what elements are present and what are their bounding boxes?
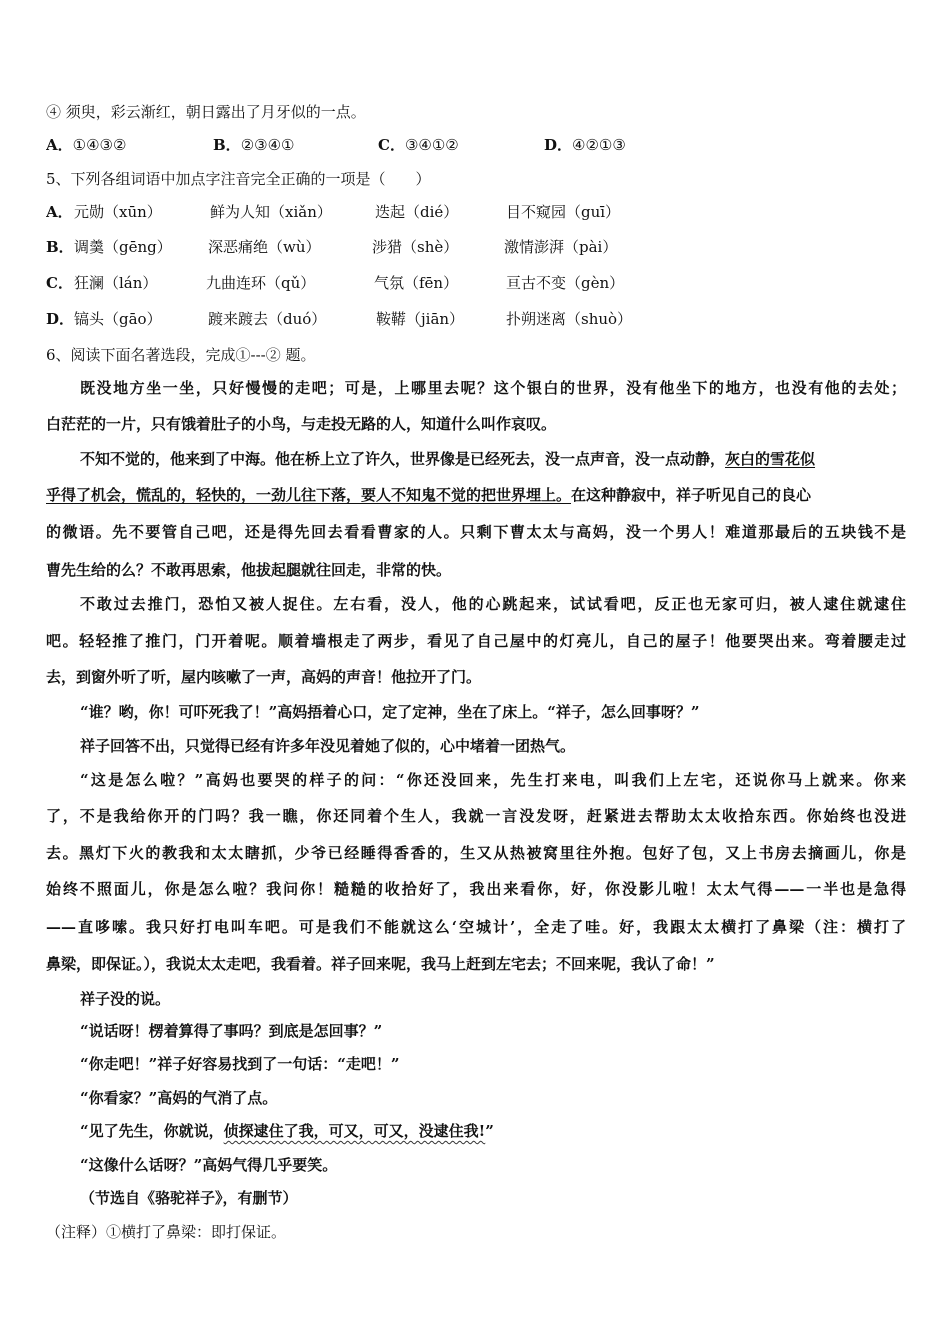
q4-option-b[interactable] — [213, 130, 294, 160]
q5-word: 迭起（dié） — [375, 203, 459, 221]
passage-line: ——直哆嗦。我只好打电叫车吧。可是我们不能就这么‘空城计’，全走了哇。好，我跟太太横打了鼻梁（注：横打了 — [46, 918, 906, 936]
q5-word: 狂澜（lán） — [74, 274, 158, 292]
option-letter: B． — [213, 136, 241, 154]
passage-line: 吧。轻轻推了推门，门开着呢。顺着墙根走了两步，看见了自己屋中的灯亮儿，自己的屋子！他要哭出来。弯着腰走过 — [46, 632, 906, 650]
passage-line: “说话呀！楞着算得了事吗？到底是怎回事？” — [80, 1022, 383, 1040]
passage-line: 曹先生给的么？不敢再思索，他拔起腿就往回走，非常的快。 — [46, 561, 452, 579]
q4-option-c[interactable] — [378, 130, 459, 160]
underlined-passage: 灰白的雪花似 — [725, 450, 816, 468]
passage-line: “这是怎么啦？”高妈也要哭的样子的问：“你还没回来，先生打来电，叫我们上左宅，还说你马上就来。你来 — [80, 771, 906, 789]
q6-stem: 6、阅读下面名著选段，完成①---② 题。 — [46, 346, 316, 364]
option-text: ④②①③ — [572, 136, 626, 154]
q5-word: 镐头（gāo） — [74, 310, 162, 328]
passage-line — [80, 444, 906, 474]
q5-option-d[interactable] — [46, 304, 906, 334]
passage-line: “你走吧！”祥子好容易找到了一句话：“走吧！” — [80, 1055, 400, 1073]
q5-word: 气氛（fēn） — [374, 274, 459, 292]
q5-word: 鲜为人知（xiǎn） — [210, 203, 332, 221]
underlined-passage: 乎得了机会，慌乱的，轻快的，一劲儿往下落，要人不知鬼不觉的把世界埋上。 — [46, 486, 572, 504]
passage-text: ” — [485, 1122, 494, 1140]
option-letter: C． — [378, 136, 405, 154]
passage-line: 不敢过去推门，恐怕又被人捉住。左右看，没人，他的心跳起来，试试看吧，反正也无家可归，被人逮住就逮住 — [80, 595, 906, 613]
passage-source: （节选自《骆驼祥子》，有删节） — [80, 1189, 298, 1207]
q5-word: 扑朔迷离（shuò） — [506, 310, 633, 328]
passage-line: 祥子没的说。 — [80, 990, 171, 1008]
passage-line: “谁？哟，你！可吓死我了！”高妈捂着心口，定了定神，坐在了床上。“祥子，怎么回事呀？” — [80, 703, 700, 721]
q5-word: 调羹（gēng） — [74, 238, 172, 256]
passage-line: 白茫茫的一片，只有饿着肚子的小鸟，与走投无路的人，知道什么叫作哀叹。 — [46, 415, 557, 433]
q5-option-c[interactable] — [46, 268, 906, 298]
passage-line: “你看家？”高妈的气消了点。 — [80, 1089, 278, 1107]
passage-line: 鼻梁，即保证。），我说太太走吧，我看着。祥子回来呢，我马上赶到左宅去；不回来呢，我认了命！” — [46, 955, 715, 973]
option-letter: A． — [46, 203, 73, 221]
q5-word: 深恶痛绝（wù） — [208, 238, 321, 256]
q4-option-d[interactable] — [544, 130, 626, 160]
passage-line — [46, 480, 906, 510]
option-text: ③④①② — [404, 136, 459, 154]
q4-option-a[interactable] — [46, 130, 126, 160]
passage-line: 去，到窗外听了听，屋内咳嗽了一声，高妈的声音！他拉开了门。 — [46, 668, 482, 686]
q5-word: 元勋（xūn） — [74, 203, 162, 221]
annotation-note: （注释）①横打了鼻梁：即打保证。 — [46, 1223, 287, 1241]
wavy-underlined-passage: 侦探逮住了我，可又，可又，没逮住我! — [223, 1122, 486, 1140]
q5-word: 鞍鞯（jiān） — [376, 310, 465, 328]
passage-line — [80, 1116, 906, 1146]
q5-word: 踱来踱去（duó） — [208, 310, 327, 328]
q5-stem: 5、下列各组词语中加点字注音完全正确的一项是（ ） — [46, 170, 431, 188]
q5-option-b[interactable] — [46, 232, 906, 262]
passage-text: 不知不觉的，他来到了中海。他在桥上立了许久，世界像是已经死去，没一点声音，没一点动静， — [80, 450, 726, 468]
passage-line: 的微语。先不要管自己吧，还是得先回去看看曹家的人。只剩下曹太太与高妈，没一个男人！难道那最后的五块钱不是 — [46, 523, 906, 541]
q5-word: 目不窥园（guī） — [506, 203, 621, 221]
option-letter: C． — [46, 274, 73, 292]
passage-line: 去。黑灯下火的教我和太太瞎抓，少爷已经睡得香香的，生又从热被窝里往外抱。包好了包，又上书房去摘画儿，你是 — [46, 844, 906, 862]
option-text: ②③④① — [240, 136, 295, 154]
passage-line: 始终不照面儿，你是怎么啦？我问你！糙糙的收拾好了，我出来看你，好，你没影儿啦！太太气得——一半也是急得 — [46, 880, 906, 898]
passage-text: “见了先生，你就说， — [80, 1122, 224, 1140]
passage-line: “这像什么话呀？”高妈气得几乎要笑。 — [80, 1156, 338, 1174]
passage-text: 在这种静寂中，祥子听见自己的良心 — [571, 486, 812, 504]
q5-word: 九曲连环（qǔ） — [206, 274, 316, 292]
option-letter: D． — [544, 136, 573, 154]
q5-word: 涉猎（shè） — [372, 238, 459, 256]
option-letter: D． — [46, 310, 75, 328]
passage-line: 既没地方坐一坐，只好慢慢的走吧；可是，上哪里去呢？这个银白的世界，没有他坐下的地方，也没有他的去处； — [80, 379, 906, 397]
option-text: ①④③② — [72, 136, 127, 154]
q5-option-a[interactable] — [46, 197, 906, 227]
passage-line: 祥子回答不出，只觉得已经有许多年没见着她了似的，心中堵着一团热气。 — [80, 737, 576, 755]
passage-line: 了，不是我给你开的门吗？我一瞧，你还同着个生人，我就一言没发呀，赶紧进去帮助太太收拾东西。你始终也没进 — [46, 807, 906, 825]
q4-sentence-4: ④ 须臾，彩云渐红，朝日露出了月牙似的一点。 — [46, 103, 366, 121]
q5-word: 亘古不变（gèn） — [506, 274, 625, 292]
option-letter: A． — [46, 136, 73, 154]
q4-options-row — [46, 130, 906, 160]
option-letter: B． — [46, 238, 74, 256]
q5-word: 激情澎湃（pài） — [504, 238, 618, 256]
